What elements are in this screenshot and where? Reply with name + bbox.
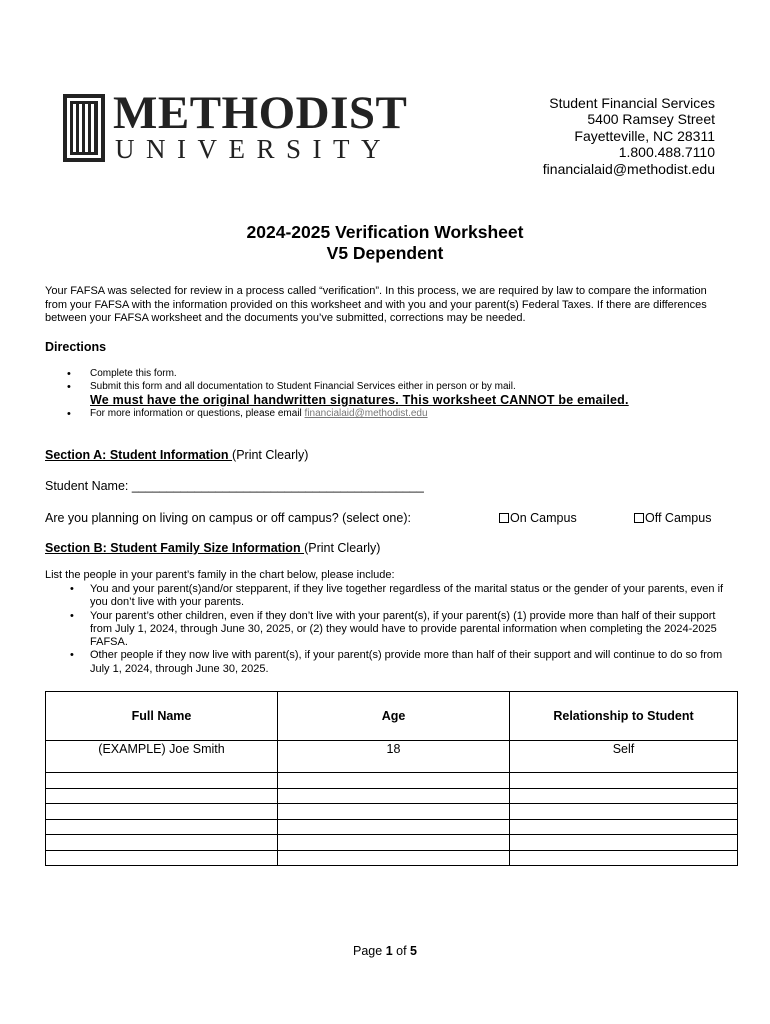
name-cell[interactable] xyxy=(46,850,278,866)
age-cell[interactable] xyxy=(278,819,510,835)
column-header-age: Age xyxy=(278,692,510,741)
title-line-2: V5 Dependent xyxy=(326,243,444,263)
title-line-1: 2024-2025 Verification Worksheet xyxy=(246,222,524,242)
example-age-cell: 18 xyxy=(278,741,510,773)
intro-paragraph: Your FAFSA was selected for review in a process called “verification”. In this process, we are required by law to compare the information from your FAFSA with the information provided on this worksheet and with you and your parent(s) Federal Taxes. If there are differences between your FAFSA worksheet and the documents you’ve submitted, corrections may be needed. xyxy=(45,285,707,325)
name-cell[interactable] xyxy=(46,788,278,804)
family-criteria-list xyxy=(45,583,725,676)
example-name-cell: (EXAMPLE) Joe Smith xyxy=(46,741,278,773)
family-table xyxy=(45,691,738,866)
student-name-row xyxy=(45,479,424,493)
name-cell[interactable] xyxy=(46,819,278,835)
logo-emblem-icon xyxy=(63,94,105,162)
table-row xyxy=(46,804,738,820)
section-a-note: (Print Clearly) xyxy=(232,448,309,462)
list-item: • You and your parent(s)and/or stepparent, if they live together regardless of the marital status or the gender of your parents, even if you don’t live with your parents. xyxy=(45,583,725,610)
logo-wordmark-bottom: UNIVERSITY xyxy=(115,134,392,164)
family-list-intro: List the people in your parent’s family in the chart below, please include: xyxy=(45,569,395,581)
relationship-cell[interactable] xyxy=(510,819,738,835)
age-cell[interactable] xyxy=(278,850,510,866)
student-name-label: Student Name: xyxy=(45,479,132,493)
address-line: Fayetteville, NC 28311 xyxy=(574,127,715,144)
relationship-cell[interactable] xyxy=(510,788,738,804)
on-campus-checkbox[interactable] xyxy=(499,513,509,523)
table-row xyxy=(46,788,738,804)
section-b-title: Section B: Student Family Size Information xyxy=(45,541,305,555)
address-line: 5400 Ramsey Street xyxy=(587,111,715,128)
section-a-heading xyxy=(45,448,308,462)
table-row xyxy=(46,819,738,835)
signature-warning: We must have the original handwritten signatures. This worksheet CANNOT be emailed. xyxy=(90,393,629,407)
table-row xyxy=(46,835,738,851)
address-line: Student Financial Services xyxy=(549,95,715,111)
page-separator: of xyxy=(392,944,411,958)
name-cell[interactable] xyxy=(46,835,278,851)
table-row xyxy=(46,741,738,773)
on-campus-option[interactable] xyxy=(499,511,577,525)
off-campus-label: Off Campus xyxy=(645,511,712,525)
age-cell[interactable] xyxy=(278,788,510,804)
section-b-heading xyxy=(45,541,380,555)
age-cell[interactable] xyxy=(278,804,510,820)
email-link[interactable]: financialaid@methodist.edu xyxy=(304,408,428,419)
student-name-field[interactable]: __________________________________________ xyxy=(131,479,424,493)
age-cell[interactable] xyxy=(278,773,510,789)
current-page: 1 xyxy=(385,944,393,958)
section-a-title: Section A: Student Information xyxy=(45,448,233,462)
example-relationship-cell: Self xyxy=(510,741,738,773)
relationship-cell[interactable] xyxy=(510,773,738,789)
off-campus-option[interactable] xyxy=(634,511,711,525)
relationship-cell[interactable] xyxy=(510,835,738,851)
campus-question: Are you planning on living on campus or off campus? (select one): xyxy=(45,511,411,525)
column-header-full-name: Full Name xyxy=(46,692,278,741)
directions-heading: Directions xyxy=(45,340,107,354)
address-email: financialaid@methodist.edu xyxy=(542,160,715,177)
list-item: • Complete this form. xyxy=(45,368,735,381)
university-logo xyxy=(63,87,408,164)
off-campus-checkbox[interactable] xyxy=(634,513,644,523)
logo-wordmark-top: METHODIST xyxy=(113,87,408,139)
list-item xyxy=(45,408,735,421)
page-prefix: Page xyxy=(353,944,386,958)
section-b-note: (Print Clearly) xyxy=(304,541,381,555)
name-cell[interactable] xyxy=(46,804,278,820)
directions-list xyxy=(45,368,735,421)
office-address xyxy=(543,95,715,177)
table-row xyxy=(46,773,738,789)
table-row xyxy=(46,850,738,866)
column-header-relationship: Relationship to Student xyxy=(510,692,738,741)
contact-text: For more information or questions, please email xyxy=(90,408,305,419)
list-item: • Submit this form and all documentation to Student Financial Services either in person or by mail. xyxy=(45,381,735,394)
total-pages: 5 xyxy=(410,944,417,958)
age-cell[interactable] xyxy=(278,835,510,851)
list-item: • Your parent’s other children, even if they don’t live with your parent(s), if your parent(s) (1) provide more than half of their support from July 1, 2024, through June 30, 2025, or (2) they would have to provide parental information when completing the 2024-2025 FAFSA. xyxy=(45,610,725,650)
address-phone: 1.800.488.7110 xyxy=(618,144,715,161)
list-item: • Other people if they now live with parent(s), if your parent(s) provide more than half of their support and will continue to do so from July 1, 2024, through June 30, 2025. xyxy=(45,649,725,676)
table-header-row xyxy=(46,692,738,741)
page-number xyxy=(0,944,770,958)
relationship-cell[interactable] xyxy=(510,804,738,820)
page-title xyxy=(0,222,770,264)
relationship-cell[interactable] xyxy=(510,850,738,866)
on-campus-label: On Campus xyxy=(510,511,577,525)
name-cell[interactable] xyxy=(46,773,278,789)
